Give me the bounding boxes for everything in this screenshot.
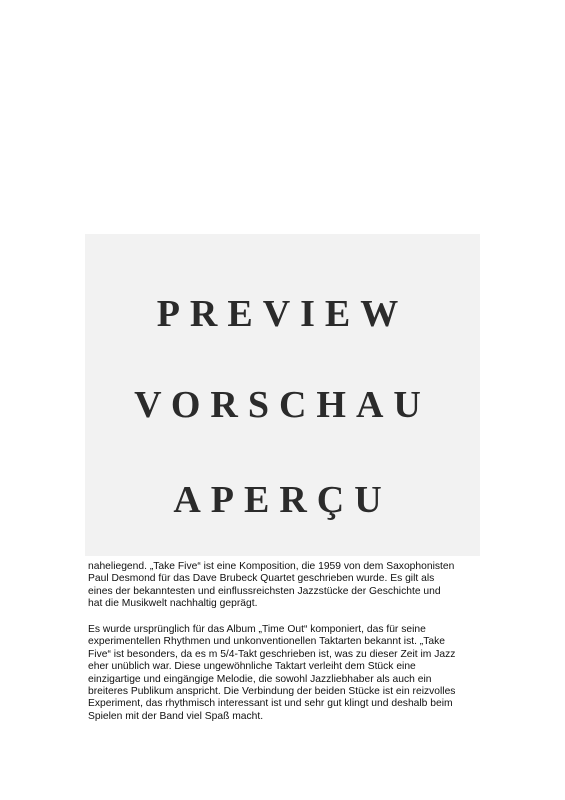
- text-line: Five“ ist besonders, da es m 5/4-Takt geschrieben ist, was zu dieser Zeit im Jazz: [88, 648, 456, 660]
- watermark-word-vorschau: VORSCHAU: [134, 384, 431, 426]
- watermark-word-apercu: APERÇU: [173, 479, 392, 521]
- text-line: Es wurde ursprünglich für das Album „Time Out“ komponiert, das für seine: [88, 624, 426, 635]
- preview-watermark-overlay: [85, 234, 480, 556]
- text-line: Paul Desmond für das Dave Brubeck Quartet geschrieben wurde. Es gilt als: [88, 573, 435, 585]
- paragraph-time-out: [88, 624, 483, 723]
- paragraph-take-five-intro: [88, 561, 483, 611]
- text-line: hat die Musikwelt nachhaltig geprägt.: [88, 598, 258, 610]
- text-line: eines der bekanntesten und einflussreichsten Jazzstücke der Geschichte und: [88, 585, 441, 597]
- text-line: einzigartige und eingängige Melodie, die sowohl Jazzliebhaber als auch ein: [88, 673, 432, 685]
- text-line: experimentellen Rhythmen und unkonventionellen Taktarten bekannt ist. „Take: [88, 636, 445, 648]
- text-line: breiteres Publikum anspricht. Die Verbindung der beiden Stücke ist ein reizvolles: [88, 686, 456, 698]
- text-line: Spielen mit der Band viel Spaß macht.: [88, 710, 264, 722]
- watermark-word-preview: PREVIEW: [156, 293, 409, 335]
- text-line: Experiment, das rhythmisch interessant ist und sehr gut klingt und deshalb beim: [88, 698, 453, 710]
- text-line: naheliegend. „Take Five“ ist eine Komposition, die 1959 von dem Saxophonisten: [88, 561, 455, 572]
- text-line: eher unüblich war. Diese ungewöhnliche Taktart verleiht dem Stück eine: [88, 661, 416, 673]
